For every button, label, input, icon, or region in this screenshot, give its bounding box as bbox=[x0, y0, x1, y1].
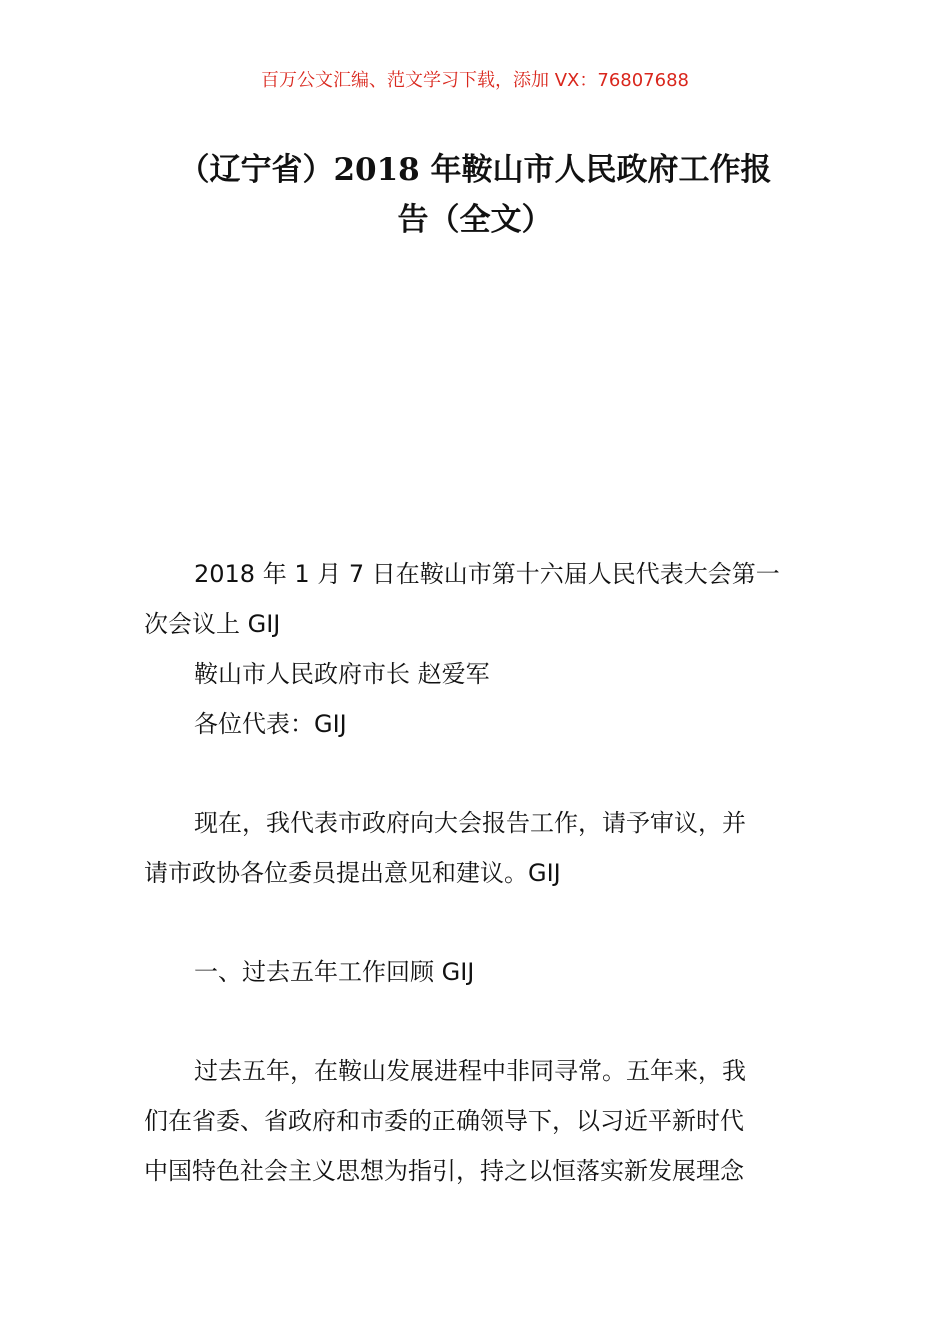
body-line-salutation: 各位代表：GIJ bbox=[194, 710, 347, 738]
header-watermark-note: 百万公文汇编、范文学习下载，添加 VX：76807688 bbox=[261, 70, 689, 91]
body-line-date: 2018 年 1 月 7 日在鞍山市第十六届人民代表大会第一 bbox=[194, 560, 780, 588]
body-line-speaker: 鞍山市人民政府市长 赵爱军 bbox=[194, 660, 490, 688]
body-line-review-3: 中国特色社会主义思想为指引，持之以恒落实新发展理念 bbox=[144, 1157, 744, 1185]
body-line-review-1: 过去五年，在鞍山发展进程中非同寻常。五年来，我 bbox=[194, 1057, 746, 1085]
section-heading-review: 一、过去五年工作回顾 GIJ bbox=[194, 958, 475, 986]
body-line-review-2: 们在省委、省政府和市委的正确领导下，以习近平新时代 bbox=[144, 1107, 744, 1135]
document-title-line-2: 告（全文） bbox=[397, 202, 553, 238]
body-line-meeting: 次会议上 GIJ bbox=[144, 610, 281, 638]
document-title-line-1: （辽宁省）2018 年鞍山市人民政府工作报 bbox=[178, 152, 772, 188]
body-line-intro-1: 现在，我代表市政府向大会报告工作，请予审议，并 bbox=[194, 809, 746, 837]
body-line-intro-2: 请市政协各位委员提出意见和建议。GIJ bbox=[144, 859, 561, 887]
